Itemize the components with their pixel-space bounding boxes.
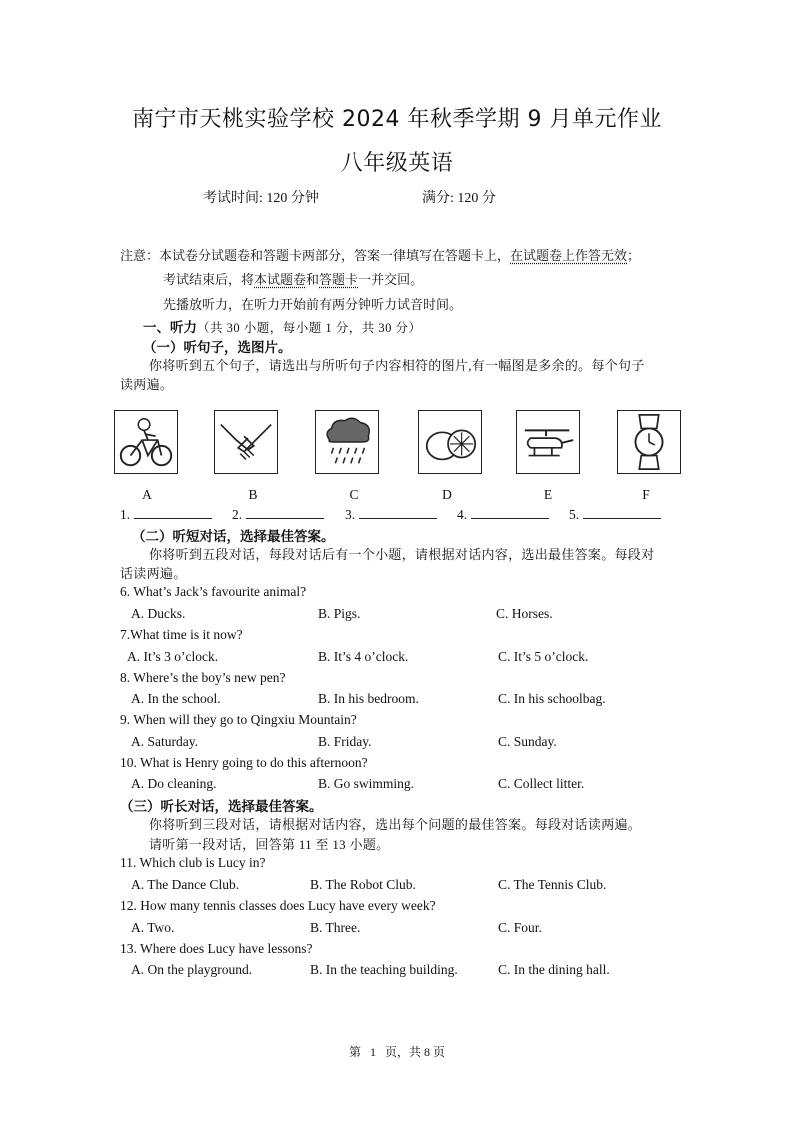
note-text: 一并交回。 (358, 272, 424, 287)
question-13: 13. Where does Lucy have lessons? (120, 941, 313, 956)
picture-label: C (349, 487, 359, 502)
section2-instruction: 你将听到五段对话，每段对话后有一个小题，请根据对话内容，选出最佳答案。每段对 (149, 547, 655, 562)
part1-heading (143, 316, 422, 336)
exam-time: 考试时间: 120 分钟 (203, 191, 319, 206)
blank-line (134, 506, 212, 519)
note-emphasis: 本试题卷 (254, 272, 307, 287)
helicopter-icon (517, 411, 579, 473)
picture-label: A (142, 487, 152, 502)
option-a[interactable]: A. Do cleaning. (131, 776, 217, 791)
note-line-1 (120, 247, 640, 265)
answer-blank-3[interactable] (345, 506, 437, 523)
blank-number: 4. (457, 507, 468, 522)
picture-label: D (442, 487, 452, 502)
blank-number: 3. (345, 507, 356, 522)
picture-e (516, 410, 580, 474)
picture-c (315, 410, 379, 474)
exam-title: 南宁市天桃实验学校 2024 年秋季学期 9 月单元作业 (132, 107, 662, 132)
option-a[interactable]: A. Two. (131, 920, 175, 935)
question-6: 6. What’s Jack’s favourite animal? (120, 584, 307, 599)
question-12: 12. How many tennis classes does Lucy have every week? (120, 898, 436, 913)
picture-label: B (248, 487, 258, 502)
section3-title: （三）听长对话，选择最佳答案。 (120, 799, 323, 814)
wristwatch-icon (618, 411, 680, 473)
section1-instruction: 读两遍。 (120, 377, 174, 392)
part1-title: 一、听力 (143, 320, 197, 335)
option-b[interactable]: B. Friday. (318, 734, 372, 749)
option-a[interactable]: A. It’s 3 o’clock. (127, 649, 219, 664)
question-8: 8. Where’s the boy’s new pen? (120, 670, 286, 685)
section1-title: （一）听句子，选图片。 (143, 340, 292, 355)
section2-instruction: 话读两遍。 (120, 566, 187, 581)
option-c[interactable]: C. Horses. (496, 606, 553, 621)
answer-blank-5[interactable] (569, 506, 661, 523)
note-emphasis: 答题卡 (319, 272, 359, 287)
question-10: 10. What is Henry going to do this afternoon? (120, 755, 368, 770)
option-a[interactable]: A. The Dance Club. (131, 877, 240, 892)
blank-number: 5. (569, 507, 580, 522)
option-c[interactable]: C. In the dining hall. (498, 962, 610, 977)
answer-blank-4[interactable] (457, 506, 549, 523)
option-b[interactable]: B. In the teaching building. (310, 962, 458, 977)
part1-points: （共 30 小题，每小题 1 分，共 30 分） (197, 321, 422, 335)
question-11: 11. Which club is Lucy in? (120, 855, 266, 870)
picture-label: F (642, 487, 650, 502)
picture-f (617, 410, 681, 474)
section3-instruction: 你将听到三段对话，请根据对话内容，选出每个问题的最佳答案。每段对话读两遍。 (149, 817, 642, 832)
blank-line (471, 506, 549, 519)
blank-line (359, 506, 437, 519)
option-c[interactable]: C. Collect litter. (498, 776, 585, 791)
option-b[interactable]: B. Three. (310, 920, 361, 935)
blank-line (246, 506, 324, 519)
option-c[interactable]: C. Four. (498, 920, 542, 935)
picture-a (114, 410, 178, 474)
cyclist-icon (115, 411, 177, 473)
option-a[interactable]: A. Saturday. (131, 734, 198, 749)
note-text: 和 (306, 272, 320, 287)
section3-instruction: 请听第一段对话，回答第 11 至 13 小题。 (149, 837, 390, 852)
option-a[interactable]: A. Ducks. (131, 606, 186, 621)
option-a[interactable]: A. In the school. (131, 691, 221, 706)
question-9: 9. When will they go to Qingxiu Mountain? (120, 712, 357, 727)
note-text: 注意：本试卷分试题卷和答题卡两部分，答案一律填写在答题卡上， (120, 248, 511, 263)
option-b[interactable]: B. Go swimming. (318, 776, 415, 791)
exam-score: 满分: 120 分 (422, 191, 496, 206)
page-number: 第 1 页，共 8 页 (348, 1045, 445, 1059)
section2-title: （二）听短对话，选择最佳答案。 (132, 529, 335, 544)
picture-label: E (543, 487, 553, 502)
note-emphasis: 在试题卷上作答无效 (510, 248, 628, 263)
blank-number: 2. (232, 507, 243, 522)
picture-b (214, 410, 278, 474)
option-a[interactable]: A. On the playground. (131, 962, 253, 977)
note-line-3: 先播放听力，在听力开始前有两分钟听力试音时间。 (163, 297, 463, 312)
option-c[interactable]: C. In his schoolbag. (498, 691, 606, 706)
blank-number: 1. (120, 507, 131, 522)
option-b[interactable]: B. The Robot Club. (310, 877, 416, 892)
option-c[interactable]: C. Sunday. (498, 734, 557, 749)
answer-blank-1[interactable] (120, 506, 212, 523)
note-text: ； (627, 248, 641, 263)
exam-subtitle: 八年级英语 (340, 151, 454, 176)
handshake-icon (215, 411, 277, 473)
note-text: 考试结束后，将 (163, 272, 255, 287)
answer-blank-2[interactable] (232, 506, 324, 523)
note-line-2 (163, 271, 423, 289)
section1-instruction: 你将听到五个句子，请选出与所听句子内容相符的图片,有一幅图是多余的。每个句子 (149, 358, 645, 373)
option-c[interactable]: C. The Tennis Club. (498, 877, 607, 892)
lemon-icon (419, 411, 481, 473)
question-7: 7.What time is it now? (120, 627, 243, 642)
blank-line (583, 506, 661, 519)
option-b[interactable]: B. It’s 4 o’clock. (318, 649, 409, 664)
option-c[interactable]: C. It’s 5 o’clock. (498, 649, 589, 664)
rain-cloud-icon (316, 411, 378, 473)
picture-d (418, 410, 482, 474)
option-b[interactable]: B. Pigs. (318, 606, 361, 621)
option-b[interactable]: B. In his bedroom. (318, 691, 419, 706)
